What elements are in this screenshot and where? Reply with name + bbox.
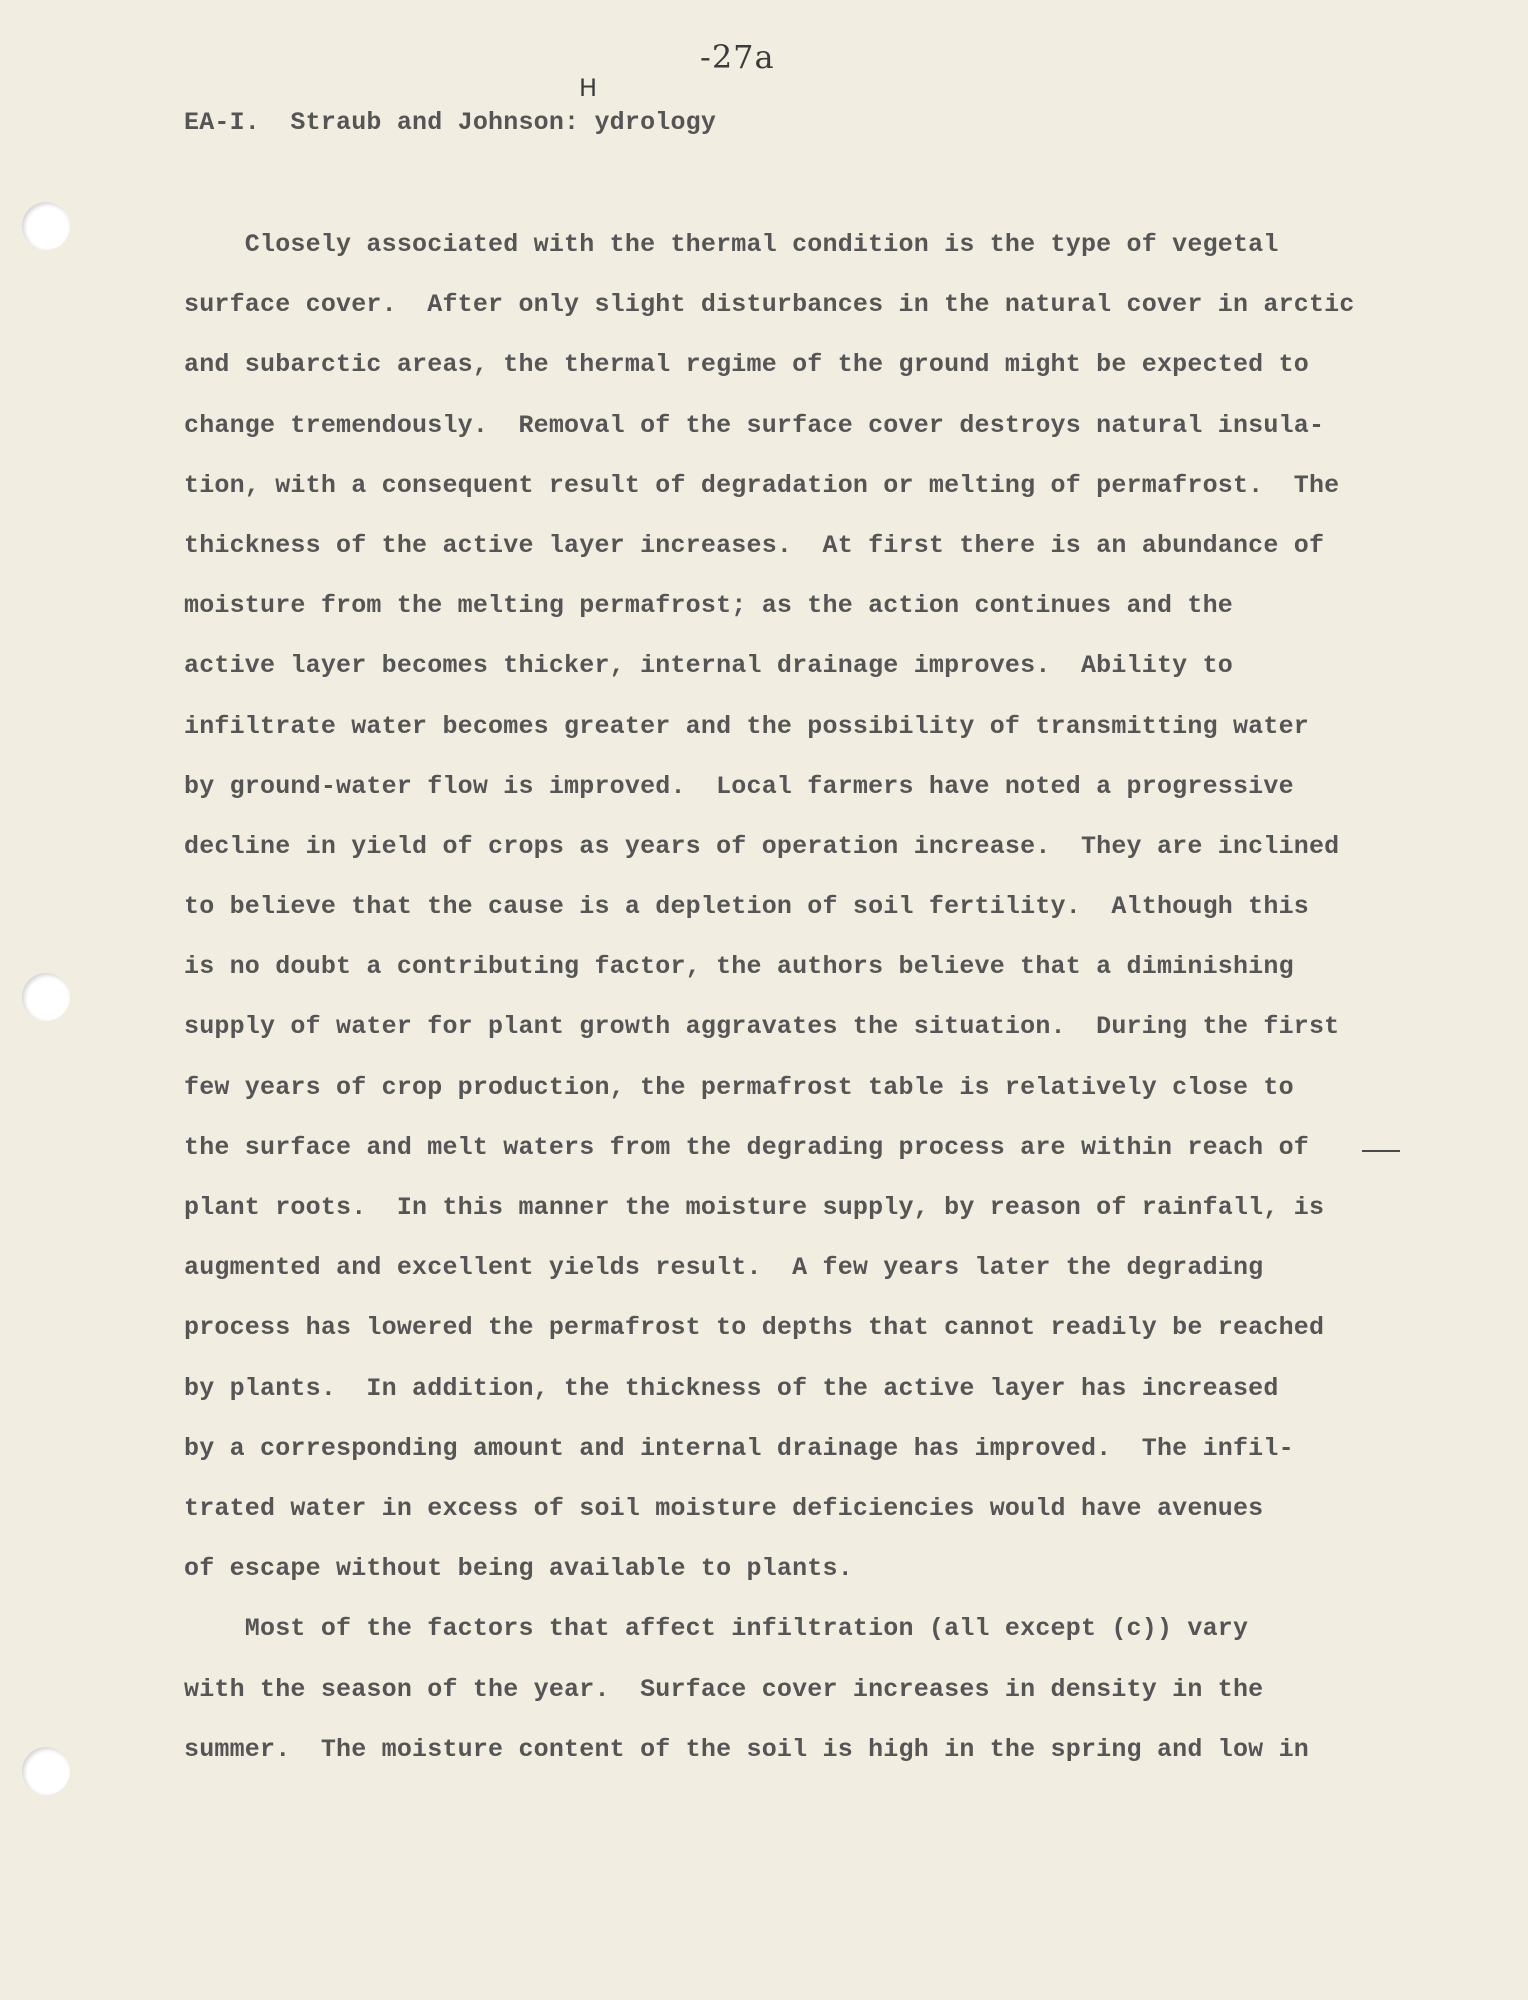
text-line: surface cover. After only slight disturbances in the natural cover in arctic — [184, 290, 1355, 320]
text-line: thickness of the active layer increases. At first there is an abundance of — [184, 530, 1325, 560]
punch-hole-middle — [22, 973, 70, 1021]
text-line: by plants. In addition, the thickness of the active layer has increased — [184, 1373, 1279, 1403]
text-line: trated water in excess of soil moisture deficiencies would have avenues — [184, 1493, 1264, 1523]
text-line: decline in yield of crops as years of operation increase. They are inclined — [184, 831, 1340, 861]
text-line: few years of crop production, the permafrost table is relatively close to — [184, 1072, 1294, 1102]
text-line: augmented and excellent yields result. A few years later the degrading — [184, 1253, 1264, 1283]
text-line: tion, with a consequent result of degradation or melting of permafrost. The — [184, 470, 1340, 500]
text-line: is no doubt a contributing factor, the authors believe that a diminishing — [184, 952, 1294, 982]
text-line: by ground-water flow is improved. Local farmers have noted a progressive — [184, 771, 1294, 801]
text-line: Most of the factors that affect infiltration (all except (c)) vary — [184, 1614, 1249, 1644]
document-header: EA-I. Straub and Johnson: ydrology — [184, 108, 717, 137]
paragraph — [184, 225, 1364, 1609]
text-line: summer. The moisture content of the soil is high in the spring and low in — [184, 1734, 1309, 1764]
paragraph — [184, 1609, 1364, 1790]
punch-hole-bottom — [22, 1747, 70, 1795]
text-line: to believe that the cause is a depletion of soil fertility. Although this — [184, 892, 1309, 922]
text-line: the surface and melt waters from the degrading process are within reach of — [184, 1132, 1309, 1162]
text-line: infiltrate water becomes greater and the possibility of transmitting water — [184, 711, 1309, 741]
text-line: process has lowered the permafrost to depths that cannot readily be reached — [184, 1313, 1325, 1343]
text-line: with the season of the year. Surface cover increases in density in the — [184, 1674, 1264, 1704]
text-line: moisture from the melting permafrost; as the action continues and the — [184, 591, 1233, 621]
text-line: supply of water for plant growth aggravates the situation. During the first — [184, 1012, 1340, 1042]
punch-hole-top — [22, 202, 70, 250]
margin-mark — [1362, 1150, 1400, 1152]
body-text — [184, 225, 1364, 1790]
text-line: by a corresponding amount and internal drainage has improved. The infil- — [184, 1433, 1294, 1463]
text-line: plant roots. In this manner the moisture supply, by reason of rainfall, is — [184, 1193, 1325, 1222]
handwritten-insert: H — [579, 74, 598, 102]
text-line: Closely associated with the thermal condition is the type of vegetal — [184, 230, 1279, 259]
page-number: -27a — [700, 38, 775, 76]
text-line: change tremendously. Removal of the surface cover destroys natural insula- — [184, 410, 1325, 440]
text-line: of escape without being available to plants. — [184, 1554, 853, 1584]
text-line: and subarctic areas, the thermal regime of the ground might be expected to — [184, 350, 1309, 380]
text-line: active layer becomes thicker, internal drainage improves. Ability to — [184, 651, 1233, 681]
